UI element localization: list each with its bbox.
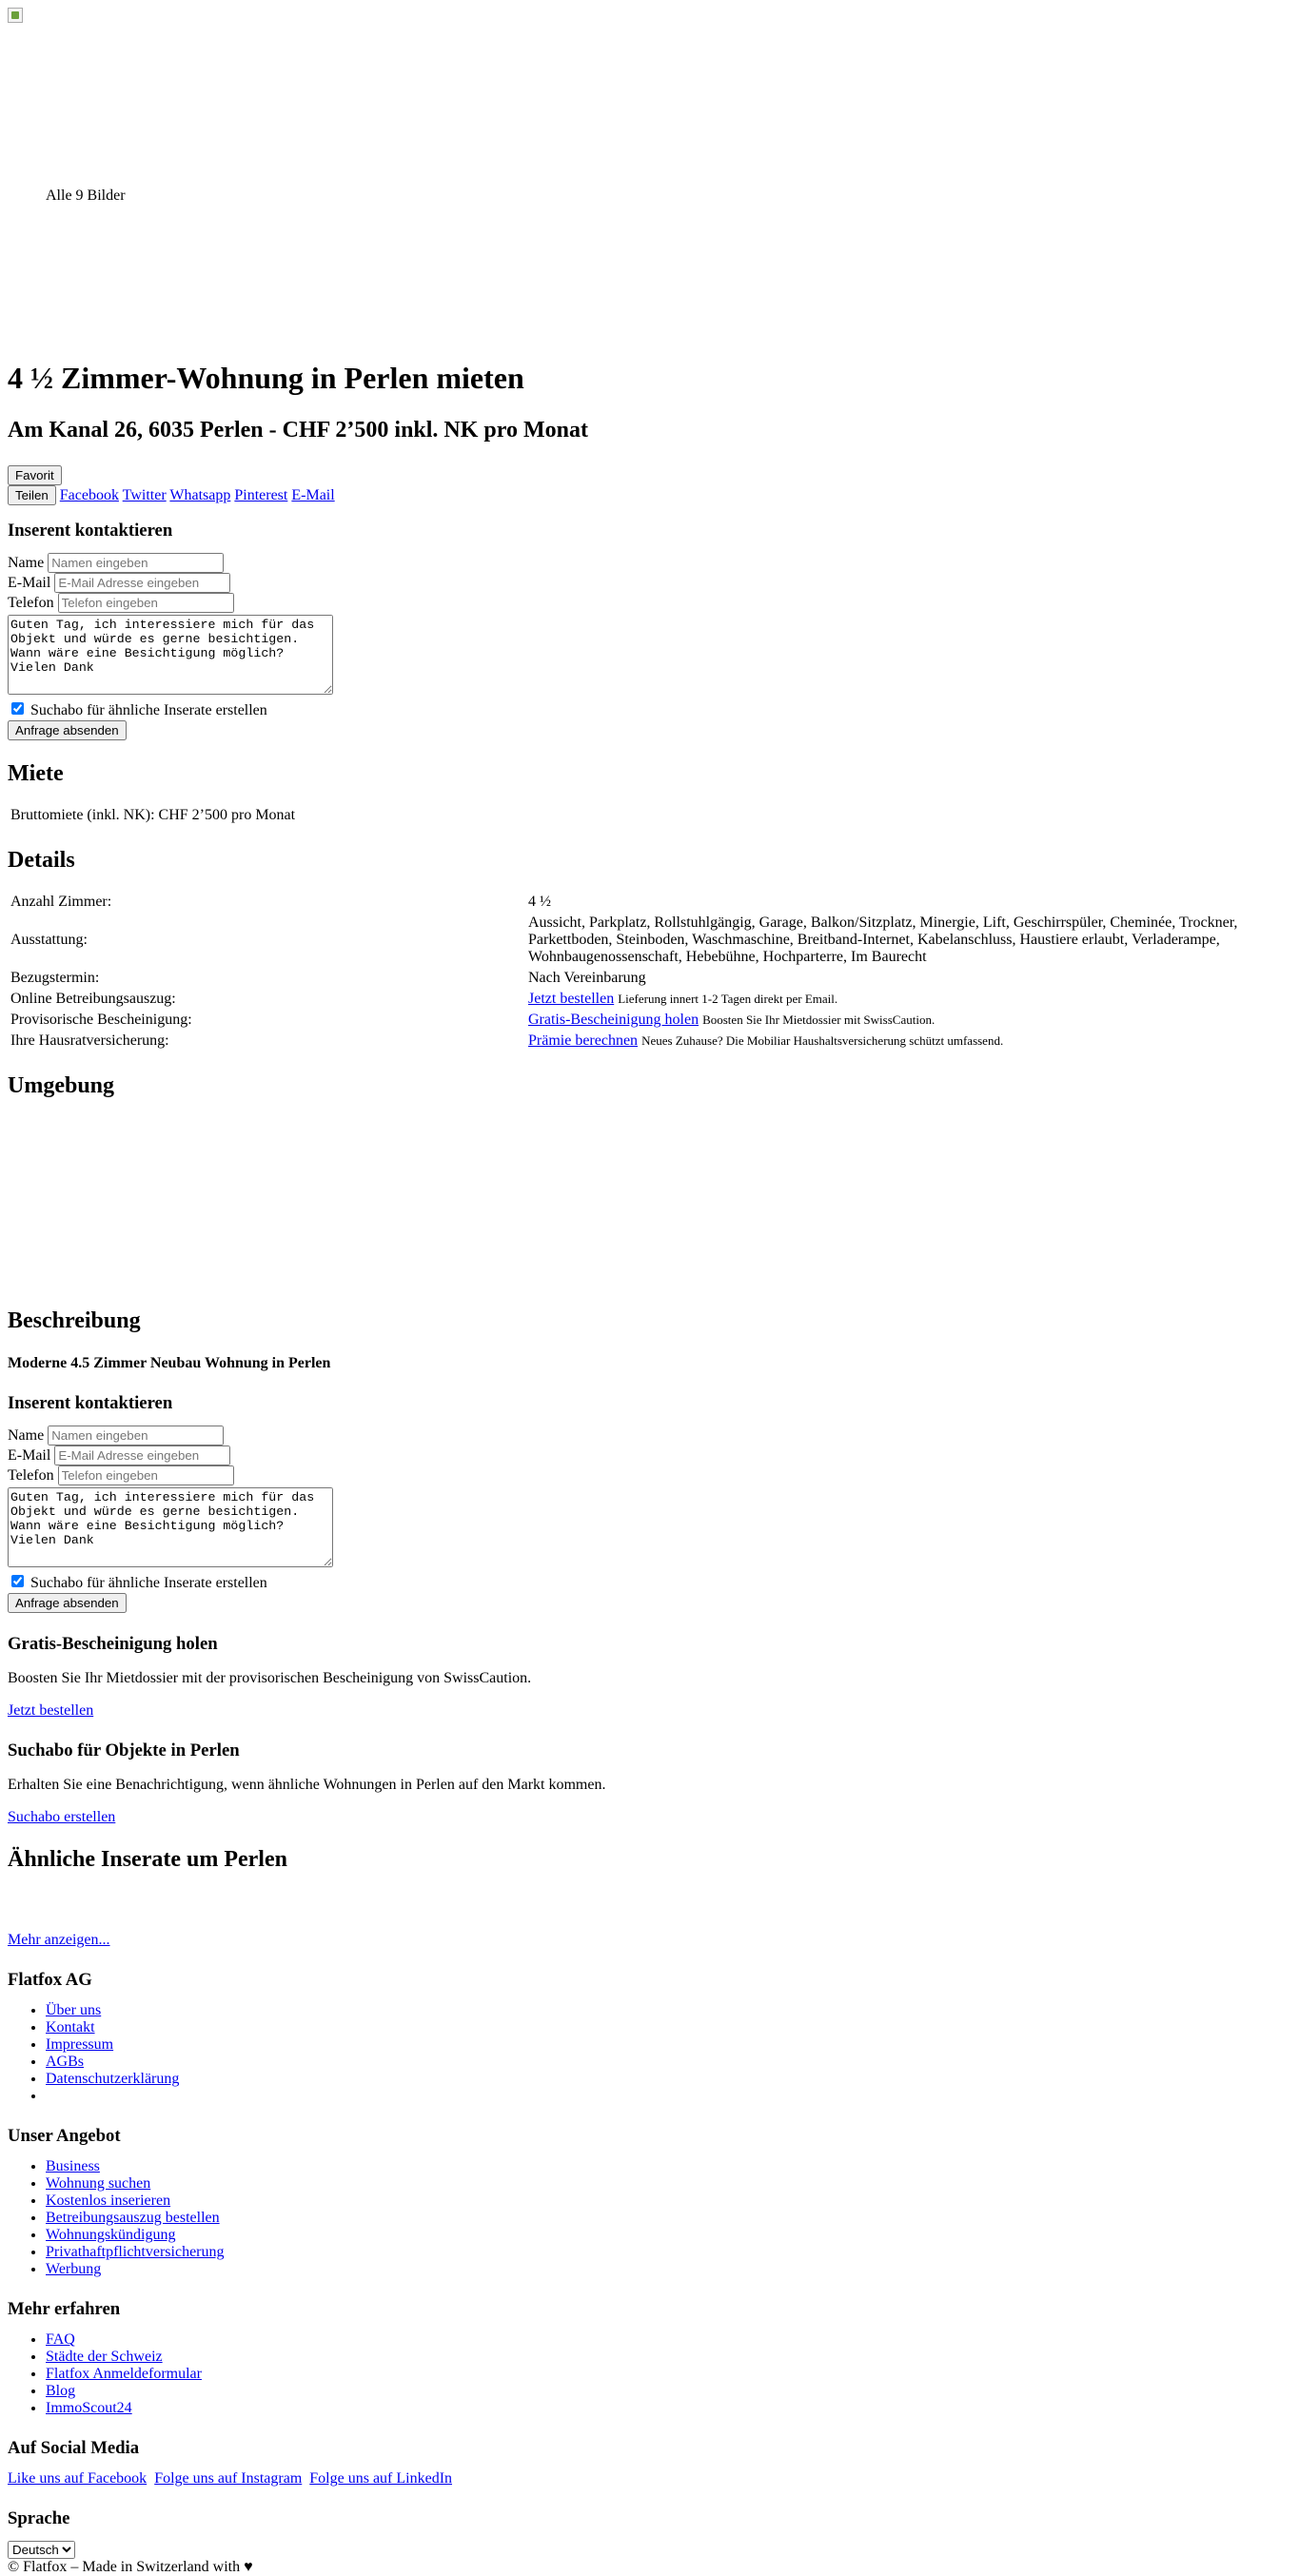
detail-label: Ausstattung: [10, 932, 88, 949]
imprint-link[interactable]: Impressum [46, 2036, 114, 2054]
footer-learn-heading: Mehr erfahren [8, 2299, 121, 2320]
list-item [46, 2244, 1292, 2261]
list-item [46, 2002, 1292, 2019]
details-table [8, 891, 1292, 1052]
contact-heading: Inserent kontaktieren [8, 1393, 173, 1414]
list-item [46, 2071, 1292, 2088]
detail-label: Anzahl Zimmer: [10, 894, 112, 911]
search-subscription-heading: Suchabo für Objekte in Perlen [8, 1740, 240, 1761]
immoscout-link[interactable]: ImmoScout24 [46, 2400, 132, 2417]
listing-subtitle: Am Kanal 26, 6035 Perlen - CHF 2’500 inkl. NK pro Monat [8, 418, 588, 443]
about-link[interactable]: Über uns [46, 2002, 102, 2019]
surroundings-heading: Umgebung [8, 1073, 115, 1099]
message-textarea[interactable] [8, 615, 333, 695]
detail-note: Neues Zuhause? Die Mobiliar Haushaltsversicherung schützt umfassend. [641, 1033, 1004, 1049]
footer-company-list [8, 2002, 1292, 2105]
list-item [46, 2261, 1292, 2278]
copyright: © Flatfox – Made in Switzerland with ♥ [8, 2559, 253, 2576]
create-subscription-link[interactable]: Suchabo erstellen [8, 1809, 116, 1826]
footer-social-heading: Auf Social Media [8, 2438, 140, 2459]
certificate-heading: Gratis-Bescheinigung holen [8, 1634, 218, 1655]
detail-value: Nach Vereinbarung [528, 970, 646, 987]
list-item [46, 2366, 1292, 2383]
list-item [46, 2349, 1292, 2366]
subscribe-checkbox[interactable] [11, 1575, 24, 1587]
contact-link[interactable]: Kontakt [46, 2019, 95, 2036]
all-pictures-label[interactable]: Alle 9 Bilder [46, 187, 126, 204]
cities-link[interactable]: Städte der Schweiz [46, 2349, 163, 2366]
table-row [10, 1032, 1290, 1051]
social-links [8, 2470, 1292, 2488]
list-item [46, 2210, 1292, 2227]
order-debt-extract-link[interactable]: Jetzt bestellen [528, 991, 615, 1008]
broken-image-icon [8, 8, 23, 23]
footer-offer-heading: Unser Angebot [8, 2126, 121, 2147]
map-area[interactable] [8, 1116, 1292, 1288]
email-label: E-Mail [8, 1447, 51, 1465]
list-item [46, 2331, 1292, 2349]
phone-input[interactable] [58, 1465, 234, 1485]
table-row [10, 969, 1290, 988]
list-item [46, 2400, 1292, 2417]
faq-link[interactable]: FAQ [46, 2331, 75, 2349]
table-row [10, 893, 1290, 912]
phone-label: Telefon [8, 1467, 54, 1485]
similar-listings-heading: Ähnliche Inserate um Perlen [8, 1847, 287, 1873]
share-whatsapp-link[interactable]: Whatsapp [169, 487, 231, 504]
share-facebook-link[interactable]: Facebook [59, 487, 119, 504]
rent-table [8, 804, 1292, 827]
share-email-link[interactable]: E-Mail [291, 487, 335, 504]
table-row [10, 914, 1290, 967]
gross-rent: Bruttomiete (inkl. NK): CHF 2’500 pro Monat [10, 807, 296, 824]
list-item [46, 2227, 1292, 2244]
certificate-order-link[interactable]: Jetzt bestellen [8, 1702, 94, 1720]
detail-label: Provisorische Bescheinigung: [10, 1012, 192, 1029]
blog-link[interactable]: Blog [46, 2383, 76, 2400]
registration-form-link[interactable]: Flatfox Anmeldeformular [46, 2366, 202, 2383]
submit-inquiry-button[interactable]: Anfrage absenden [8, 720, 127, 740]
business-link[interactable]: Business [46, 2158, 100, 2175]
share-twitter-link[interactable]: Twitter [122, 487, 167, 504]
insurance-premium-link[interactable]: Prämie berechnen [528, 1032, 639, 1050]
footer-offer-list [8, 2158, 1292, 2278]
list-item [46, 2088, 1292, 2105]
share-pinterest-link[interactable]: Pinterest [234, 487, 288, 504]
detail-label: Online Betreibungsauszug: [10, 991, 176, 1008]
email-input[interactable] [54, 1445, 230, 1465]
phone-label: Telefon [8, 595, 54, 612]
terms-link[interactable]: AGBs [46, 2054, 85, 2071]
similar-listings-area [8, 1890, 1292, 1932]
detail-note: Boosten Sie Ihr Mietdossier mit SwissCaution. [702, 1013, 936, 1028]
find-apartment-link[interactable]: Wohnung suchen [46, 2175, 151, 2193]
subscribe-label: Suchabo für ähnliche Inserate erstellen [30, 702, 267, 719]
list-item [46, 2158, 1292, 2175]
details-heading: Details [8, 848, 75, 874]
detail-note: Lieferung innert 1-2 Tagen direkt per Email. [618, 992, 838, 1007]
email-input[interactable] [54, 573, 230, 593]
footer-learn-list [8, 2331, 1292, 2417]
list-item [46, 2175, 1292, 2193]
name-input[interactable] [48, 1426, 224, 1445]
list-item [46, 2036, 1292, 2054]
share-button[interactable]: Teilen [8, 485, 56, 505]
language-select[interactable] [8, 2541, 75, 2559]
phone-input[interactable] [58, 593, 234, 613]
search-subscription-text: Erhalten Sie eine Benachrichtigung, wenn ähnliche Wohnungen in Perlen auf den Markt kommen. [8, 1777, 606, 1794]
instagram-link[interactable]: Folge uns auf Instagram [154, 2470, 303, 2488]
name-label: Name [8, 555, 45, 572]
name-input[interactable] [48, 553, 224, 573]
certificate-text: Boosten Sie Ihr Mietdossier mit der provisorischen Bescheinigung von SwissCaution. [8, 1670, 532, 1687]
name-label: Name [8, 1427, 45, 1445]
termination-link[interactable]: Wohnungskündigung [46, 2227, 176, 2244]
show-more-link[interactable]: Mehr anzeigen... [8, 1932, 110, 1949]
table-row [10, 990, 1290, 1009]
favorite-button[interactable]: Favorit [8, 465, 62, 485]
linkedin-link[interactable]: Folge uns auf LinkedIn [309, 2470, 453, 2488]
footer-company-heading: Flatfox AG [8, 1970, 92, 1991]
message-textarea[interactable] [8, 1487, 333, 1567]
order-debt-extract-footer-link[interactable]: Betreibungsauszug bestellen [46, 2210, 220, 2227]
facebook-link[interactable]: Like uns auf Facebook [8, 2470, 148, 2488]
description-heading: Beschreibung [8, 1308, 141, 1334]
list-item [46, 2019, 1292, 2036]
description-title: Moderne 4.5 Zimmer Neubau Wohnung in Perlen [8, 1355, 331, 1372]
email-label: E-Mail [8, 575, 51, 592]
list-item [46, 2193, 1292, 2210]
subscribe-checkbox[interactable] [11, 702, 24, 715]
privacy-link[interactable]: Datenschutzerklärung [46, 2071, 180, 2088]
contact-heading: Inserent kontaktieren [8, 521, 173, 541]
image-gallery[interactable] [8, 8, 1292, 331]
liability-insurance-link[interactable]: Privathaftpflichtversicherung [46, 2244, 225, 2261]
free-listing-link[interactable]: Kostenlos inserieren [46, 2193, 171, 2210]
submit-inquiry-button[interactable]: Anfrage absenden [8, 1593, 127, 1613]
detail-label: Bezugstermin: [10, 970, 100, 987]
rent-heading: Miete [8, 761, 64, 787]
certificate-link[interactable]: Gratis-Bescheinigung holen [528, 1012, 699, 1029]
footer-language-heading: Sprache [8, 2508, 70, 2529]
detail-value: 4 ½ [528, 894, 551, 911]
detail-label: Ihre Hausratversicherung: [10, 1032, 169, 1050]
advertising-link[interactable]: Werbung [46, 2261, 102, 2278]
detail-value: Aussicht, Parkplatz, Rollstuhlgängig, Garage, Balkon/Sitzplatz, Minergie, Lift, Geschirrspüler, Cheminée, Trockner, Parkettboden, Steinboden, Waschmaschine, Breitband-Internet, Kabelanschluss, Haustiere erlaubt, Verladerampe, Wohnbaugenossenschaft, Hebebühne, Hochparterre, Im Baurecht [528, 914, 1238, 966]
table-row [10, 1011, 1290, 1030]
listing-title: 4 ½ Zimmer-Wohnung in Perlen mieten [8, 361, 524, 395]
list-item [46, 2054, 1292, 2071]
subscribe-label: Suchabo für ähnliche Inserate erstellen [30, 1575, 267, 1592]
list-item [46, 2383, 1292, 2400]
